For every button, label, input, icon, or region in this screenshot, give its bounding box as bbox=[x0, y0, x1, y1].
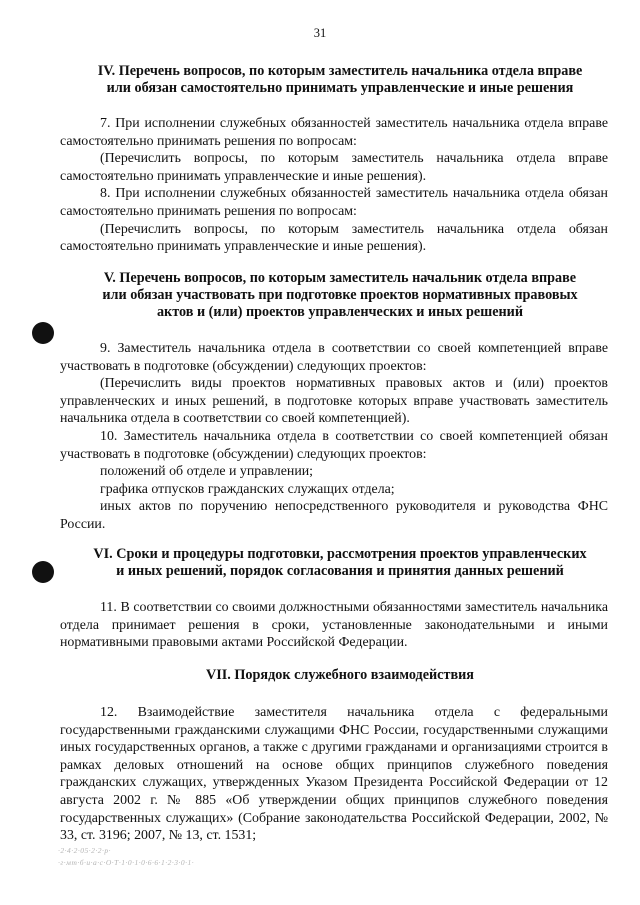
section-5-body bbox=[60, 340, 608, 534]
footer-stamp-line1: ·2·4·2·05·2·2·р· bbox=[58, 846, 111, 855]
section-6-heading-line1: VI. Сроки и процедуры подготовки, рассмотрения проектов управленческих bbox=[93, 546, 587, 562]
paragraph-10: 10. Заместитель начальника отдела в соответствии со своей компетенцией обязан участвовать в подготовке (обсуждении) следующих проектов: bbox=[60, 428, 608, 462]
section-5-heading-line3: актов и (или) проектов управленческих и иных решений bbox=[156, 304, 524, 320]
paragraph-10-item-1: положений об отделе и управлении; bbox=[100, 464, 314, 480]
paragraph-8-note: (Перечислить вопросы, по которым заместитель начальника отдела обязан самостоятельно принимать управленческие и иные решения). bbox=[60, 221, 608, 255]
paragraph-7: 7. При исполнении служебных обязанностей заместитель начальника отдела вправе самостоятельно принимать решения по вопросам: bbox=[60, 116, 608, 149]
section-6-heading-line2: и иных решений, порядок согласования и принятия данных решений bbox=[116, 563, 564, 579]
section-5-heading bbox=[60, 270, 620, 321]
paragraph-11: 11. В соответствии со своими должностными обязанностями заместитель начальника отдела принимает решения в сроки, установленные законодательными и иными нормативными правовыми актами Российской Федерации. bbox=[60, 600, 608, 651]
page-number: 31 bbox=[313, 26, 327, 40]
section-5-heading-line2: или обязан участвовать при подготовке проектов нормативных правовых bbox=[102, 287, 578, 303]
section-6-body bbox=[60, 599, 608, 652]
paragraph-9: 9. Заместитель начальника отдела в соответствии со своей компетенцией вправе участвовать в подготовке (обсуждении) следующих проектов: bbox=[60, 341, 608, 374]
paragraph-12: 12. Взаимодействие заместителя начальника отдела с федеральными государственными гражданскими служащими ФНС России, государственными служащими иных государственных органов, а также с другими гражданами и организациями строится в рамках деловых отношений на основе общих принципов служебного поведения гражданских служащих, утвержденных Указом Президента Российской Федерации от 12 августа 2002 г. № 885 «Об утверждении общих принципов служебного поведения государственных служащих» (Собрание законодательства Российской Федерации, 2002, № 33, ст. 3196; 2007, № 13, ст. 1531; bbox=[60, 705, 608, 844]
paragraph-10-item-2: графика отпусков гражданских служащих отдела; bbox=[100, 481, 395, 497]
section-5-heading-line1: V. Перечень вопросов, по которым заместитель начальник отдела вправе bbox=[103, 270, 577, 286]
footer-stamp-line2: ·г·мт·б·и·а·с·О·Т·1·0·1·0·6·6·1·2·3·0·1· bbox=[58, 858, 195, 867]
section-4-heading bbox=[60, 63, 620, 97]
paragraph-7-note: (Перечислить вопросы, по которым заместитель начальника отдела вправе самостоятельно принимать управленческие и иные решения). bbox=[60, 151, 608, 184]
section-4-body bbox=[60, 115, 608, 256]
section-7-heading bbox=[60, 667, 620, 684]
section-7-heading-line1: VII. Порядок служебного взаимодействия bbox=[206, 667, 474, 683]
section-6-heading bbox=[60, 546, 620, 580]
punch-hole-mark bbox=[32, 322, 54, 344]
section-4-heading-line1: IV. Перечень вопросов, по которым заместитель начальника отдела вправе bbox=[97, 63, 583, 79]
paragraph-8: 8. При исполнении служебных обязанностей заместитель начальника отдела обязан самостоятельно принимать решения по вопросам: bbox=[60, 186, 608, 219]
section-4-heading-line2: или обязан самостоятельно принимать управленческие и иные решения bbox=[106, 80, 574, 96]
paragraph-9-note: (Перечислить виды проектов нормативных правовых актов и (или) проектов управленческих и иных решений, в подготовке которых вправе участвовать заместитель начальника отдела в соответствии со своей компетенцией). bbox=[60, 376, 608, 427]
section-7-body bbox=[60, 704, 608, 845]
paragraph-10-item-3: иных актов по поручению непосредственного руководителя и руководства ФНС России. bbox=[60, 499, 608, 532]
punch-hole-mark bbox=[32, 561, 54, 583]
